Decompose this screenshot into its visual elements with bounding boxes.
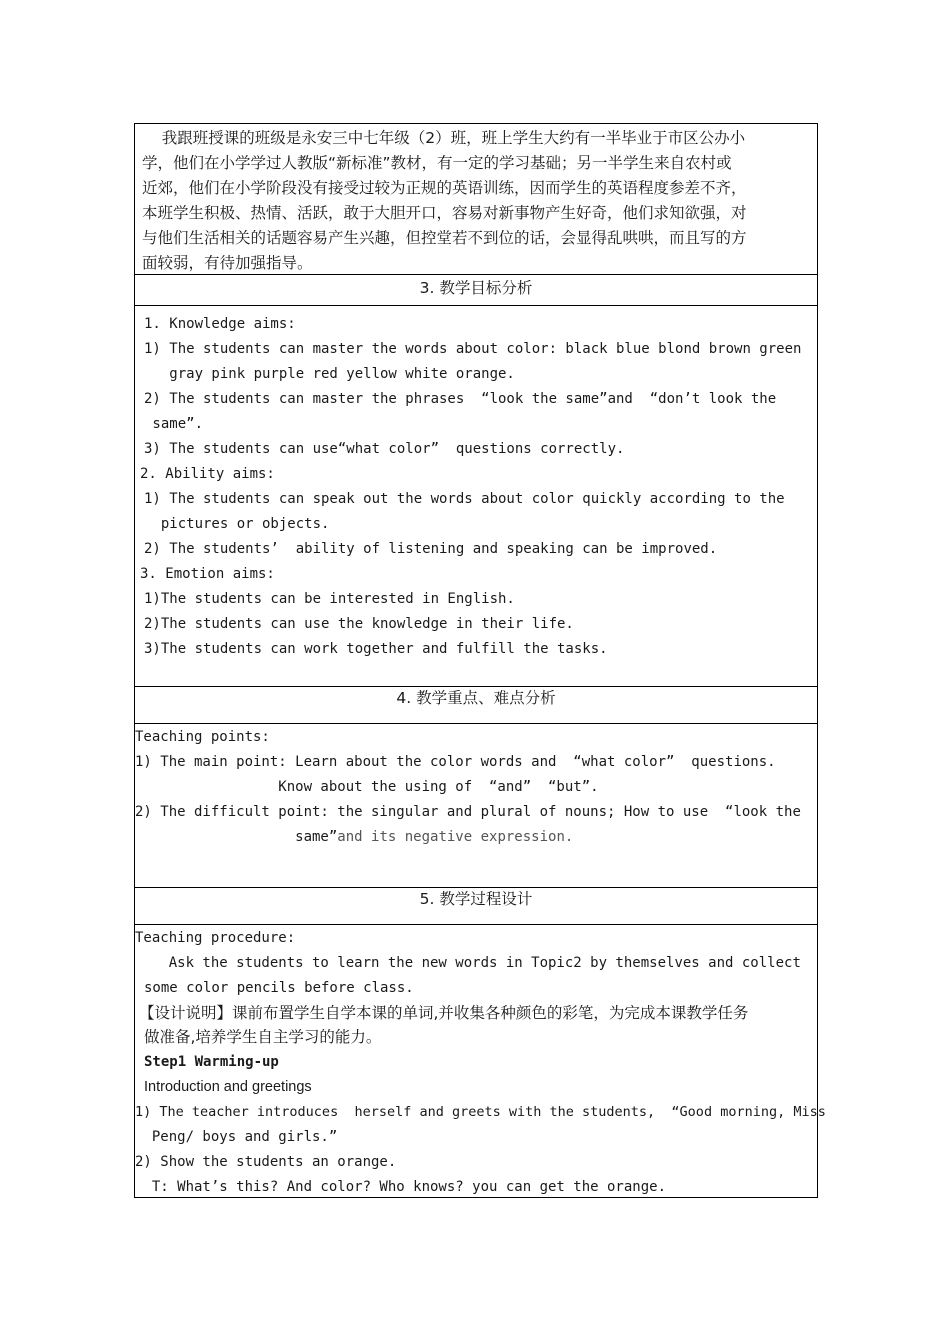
key-points-cell <box>135 724 817 887</box>
objective-line: 2) The students’ ability of listening and speaking can be improved. <box>144 541 718 557</box>
analysis-line: 学，他们在小学学过人教版“新标准”教材，有一定的学习基础；另一半学生来自农村或 <box>142 154 732 172</box>
objective-line: 1. Knowledge aims: <box>144 316 296 332</box>
key-point-line: Teaching points: <box>135 729 270 745</box>
procedure-text: Ask the students to learn the new words in Topic2 by themselves and collect <box>135 955 801 971</box>
procedure-item: 2) Show the students an orange. <box>135 1154 397 1170</box>
objective-line: 2)The students can use the knowledge in their life. <box>144 616 574 632</box>
analysis-line: 近郊，他们在小学阶段没有接受过较为正规的英语训练，因而学生的英语程度参差不齐， <box>142 179 747 197</box>
procedure-label: Teaching procedure: <box>135 930 296 946</box>
key-point-gray-text: and its negative expression. <box>337 829 574 845</box>
key-point-text: same” <box>135 829 338 845</box>
objective-line: gray pink purple red yellow white orange. <box>144 366 515 382</box>
objective-line: pictures or objects. <box>144 516 330 532</box>
procedure-text: some color pencils before class. <box>144 980 414 996</box>
procedure-item: 1) The teacher introduces herself and greets with the students, “Good morning, Miss <box>135 1104 826 1120</box>
analysis-line: 本班学生积极、热情、活跃，敢于大胆开口，容易对新事物产生好奇，他们求知欲强，对 <box>142 204 747 222</box>
section-heading-objectives: 3. 教学目标分析 <box>419 279 533 297</box>
analysis-line: 面较弱，有待加强指导。 <box>142 254 313 272</box>
intro-text: Introduction and greetings <box>144 1079 312 1095</box>
procedure-cell <box>135 925 826 1199</box>
analysis-line: 与他们生活相关的话题容易产生兴趣，但控堂若不到位的话，会显得乱哄哄，而且写的方 <box>142 229 747 247</box>
section-heading-procedure: 5. 教学过程设计 <box>419 890 533 908</box>
objective-line: 3)The students can work together and fulfill the tasks. <box>144 641 608 657</box>
analysis-line: 我跟班授课的班级是永安三中七年级（2）班，班上学生大约有一半毕业于市区公办小 <box>142 129 746 147</box>
key-point-line <box>135 825 573 850</box>
procedure-item: Peng/ boys and girls.” <box>135 1129 338 1145</box>
objective-line: 3. Emotion aims: <box>140 566 275 582</box>
row-divider <box>135 274 817 275</box>
key-point-line: 2) The difficult point: the singular and plural of nouns; How to use “look the <box>135 804 801 820</box>
key-point-line: Know about the using of “and” “but”. <box>135 779 599 795</box>
section-heading-key-points: 4. 教学重点、难点分析 <box>396 689 556 707</box>
objective-line: same”. <box>144 416 204 432</box>
objectives-cell <box>135 306 817 686</box>
objective-line: 2. Ability aims: <box>140 466 275 482</box>
objective-line: 2) The students can master the phrases “look the same”and “don’t look the <box>144 391 777 407</box>
objective-line: 3) The students can use“what color” questions correctly. <box>144 441 625 457</box>
design-note: 【设计说明】课前布置学生自学本课的单词,并收集各种颜色的彩笔，为完成本课教学任务 <box>139 1004 749 1022</box>
key-point-line: 1) The main point: Learn about the color words and “what color” questions. <box>135 754 776 770</box>
objective-line: 1) The students can speak out the words about color quickly according to the <box>144 491 785 507</box>
design-note: 做准备,培养学生自主学习的能力。 <box>144 1028 382 1046</box>
step-title: Step1 Warming-up <box>144 1054 279 1070</box>
procedure-item: T: What’s this? And color? Who knows? you can get the orange. <box>135 1179 667 1195</box>
objective-line: 1) The students can master the words about color: black blue blond brown green <box>144 341 802 357</box>
lesson-plan-table <box>134 123 826 1198</box>
student-analysis-cell <box>135 124 817 274</box>
objective-line: 1)The students can be interested in English. <box>144 591 515 607</box>
